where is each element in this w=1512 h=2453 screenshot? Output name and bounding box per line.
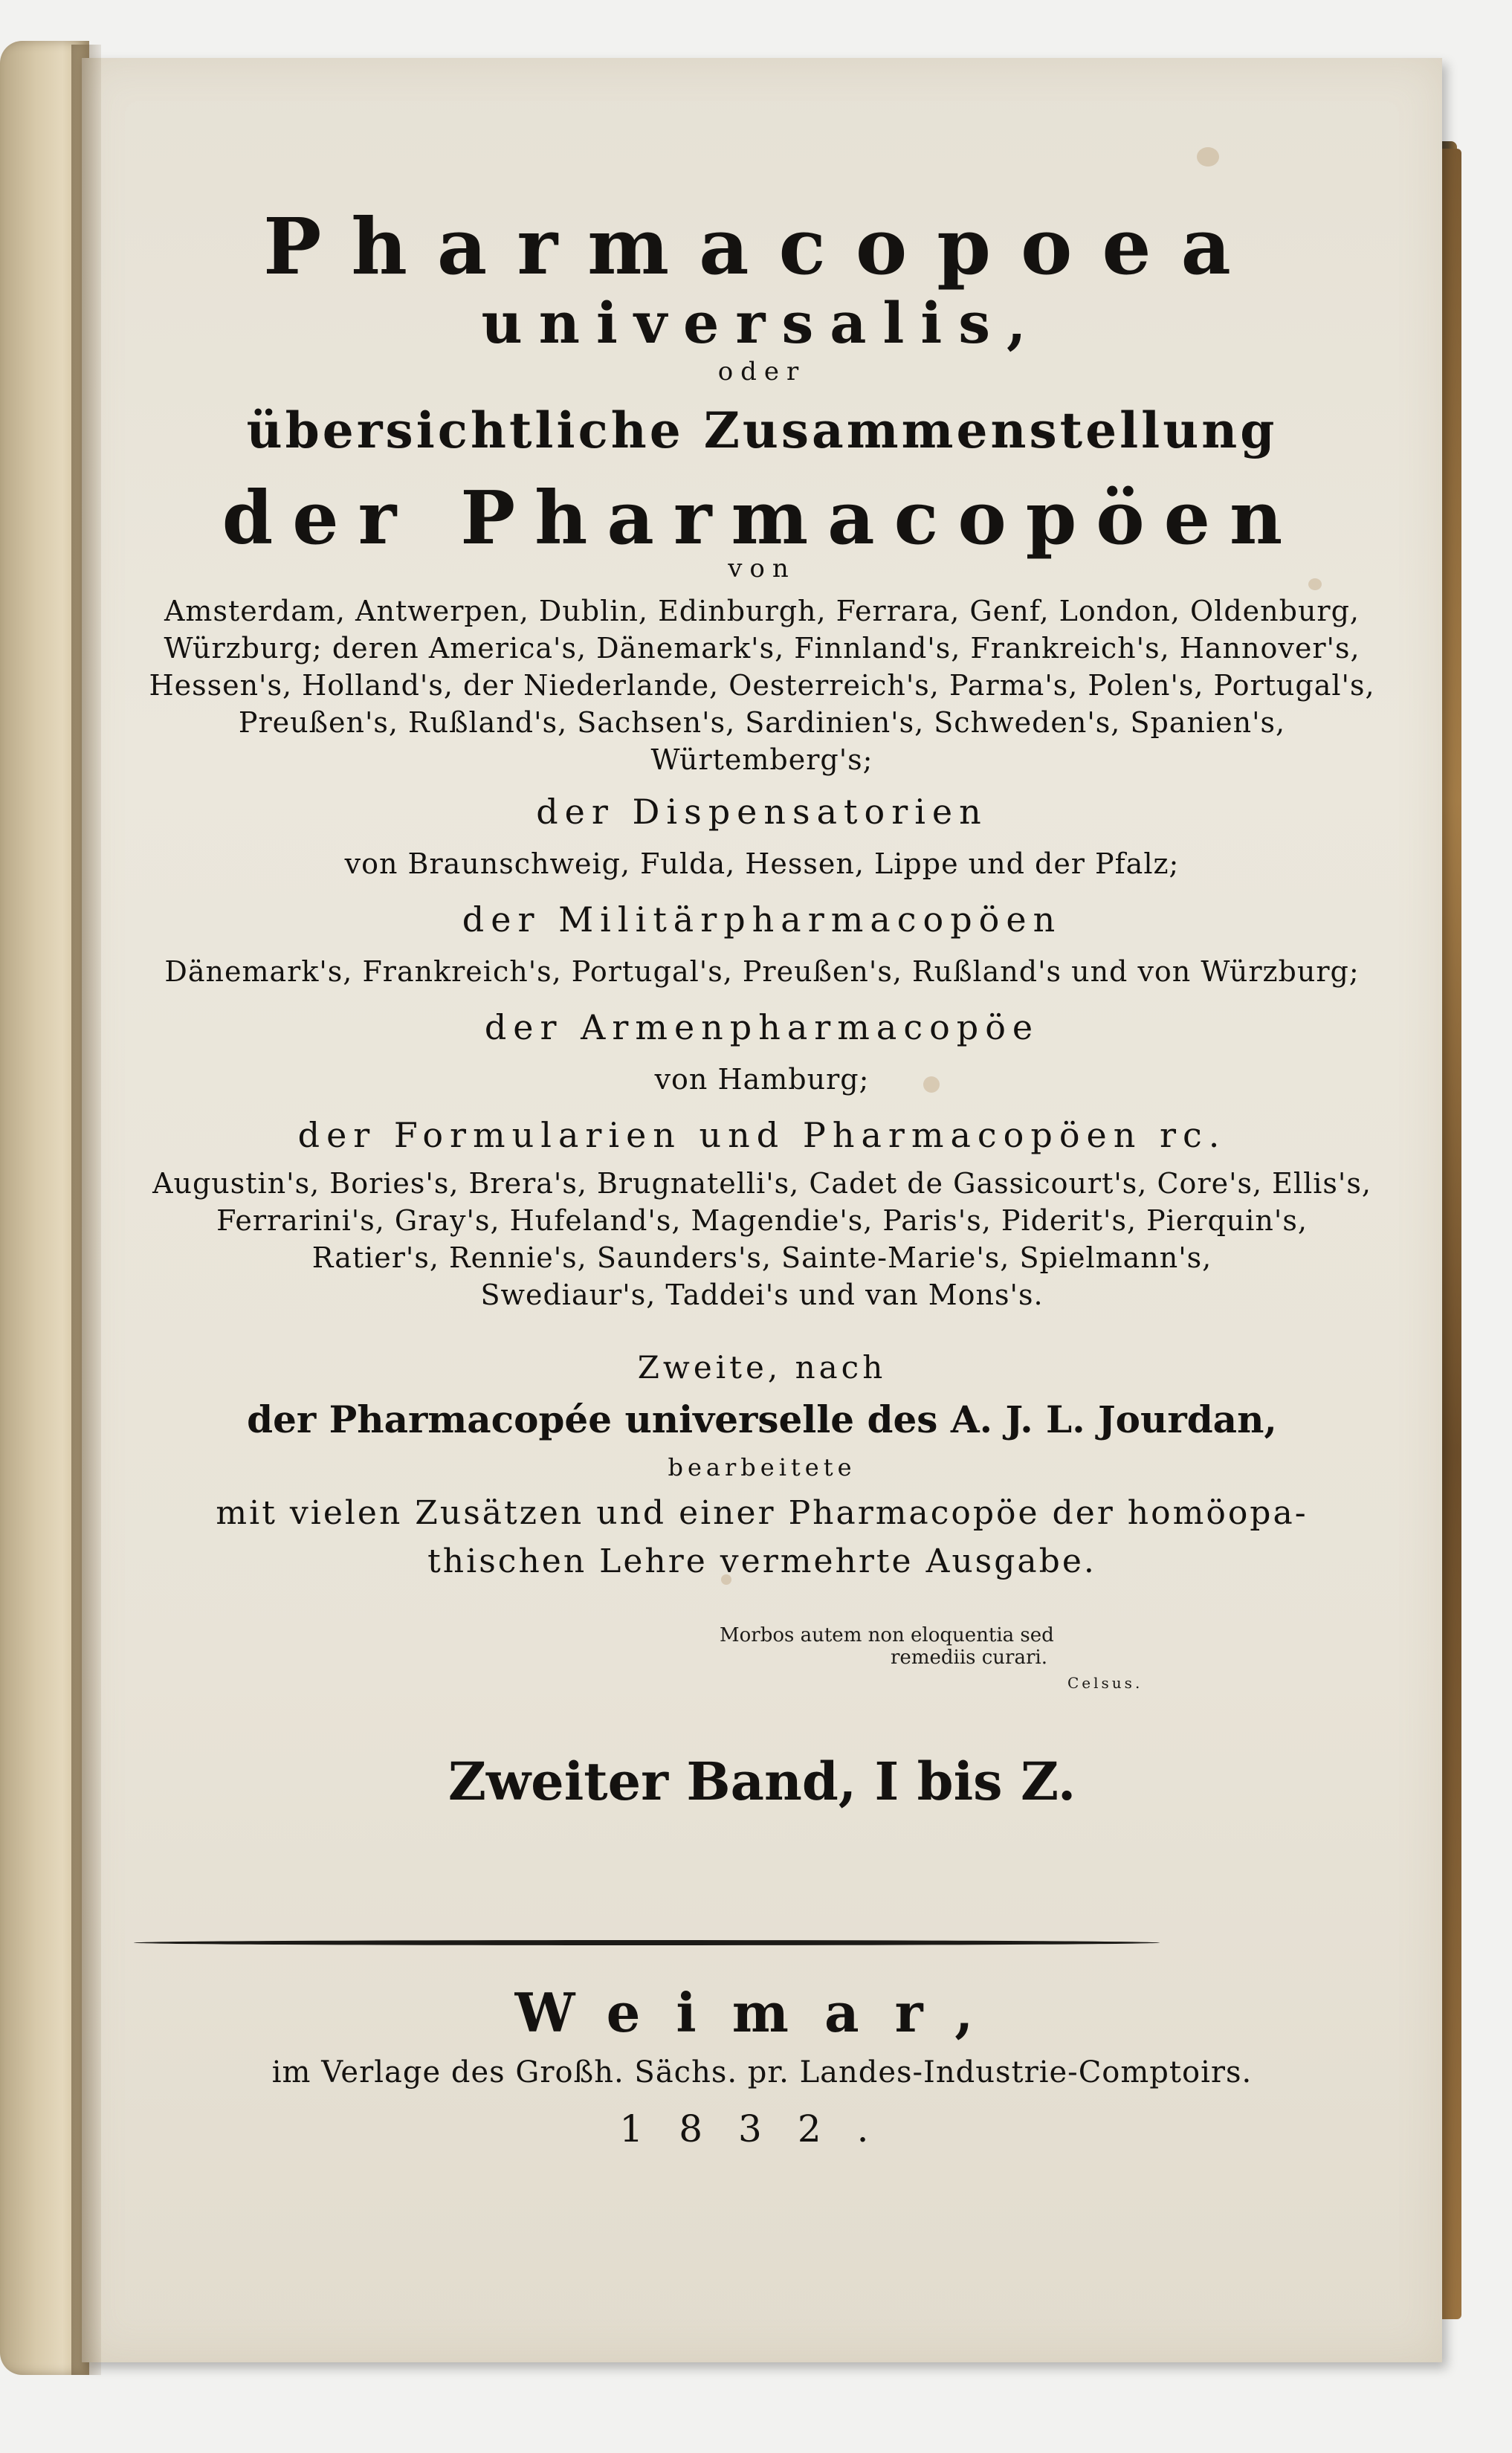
pharmacopoeen-heading: der Pharmacopöen [222,476,1302,561]
cities-line: Hessen's, Holland's, der Niederlande, Oesterreich's, Parma's, Polen's, Portugal's, [149,669,1375,702]
oder-connector: oder [717,357,807,387]
book-title: Pharmacopoea [263,201,1261,292]
foxing-spot [1197,147,1219,167]
cities-line: Würtemberg's; [650,743,873,776]
von-connector: von [728,554,796,584]
cities-line: Amsterdam, Antwerpen, Dublin, Edinburgh, Ferrara, Genf, London, Oldenburg, [164,595,1360,627]
armen-heading: der Armenpharmacopöe [484,1007,1040,1047]
cities-line: Preußen's, Rußland's, Sachsen's, Sardinien's, Schweden's, Spanien's, [238,706,1286,739]
publication-year: 1832. [619,2107,905,2150]
additions-line: mit vielen Zusätzen und einer Pharmacopöe der homöopa- [216,1494,1308,1532]
divider-rule [134,1940,1160,1945]
authors-line: Augustin's, Bories's, Brera's, Brugnatelli's, Cadet de Gassicourt's, Core's, Ellis's, [152,1167,1372,1200]
motto-quote [720,1624,1054,1669]
edition-line: Zweite, nach [637,1349,887,1386]
armen-body: von Hamburg; [654,1063,870,1096]
motto-author: Celsus. [1067,1674,1143,1692]
motto-line: remediis curari. [891,1646,1047,1669]
motto-line: Morbos autem non eloquentia sed [720,1624,1054,1646]
dispensatorien-body: von Braunschweig, Fulda, Hessen, Lippe und der Pfalz; [344,847,1180,880]
formularien-heading: der Formularien und Pharmacopöen rc. [297,1115,1227,1155]
authors-line: Ratier's, Rennie's, Saunders's, Sainte-Marie's, Spielmann's, [311,1241,1212,1274]
authors-line: Ferrarini's, Gray's, Hufeland's, Magendie's, Paris's, Piderit's, Pierquin's, [216,1204,1308,1237]
dispensatorien-heading: der Dispensatorien [536,792,988,832]
additions-line: thischen Lehre vermehrte Ausgabe. [427,1542,1096,1580]
bearbeitete-line: bearbeitete [668,1453,856,1481]
authors-line: Swediaur's, Taddei's und van Mons's. [480,1279,1044,1311]
militaer-heading: der Militärpharmacopöen [462,899,1062,940]
book-subtitle: universalis, [481,290,1043,356]
leather-spine-edge [1442,149,1461,2319]
publisher-line: im Verlage des Großh. Sächs. pr. Landes-Industrie-Comptoirs. [271,2055,1253,2090]
place-of-publication: Weimar, [514,1981,1009,2044]
jourdan-line: der Pharmacopée universelle des A. J. L. Jourdan, [247,1397,1277,1441]
militaer-body: Dänemark's, Frankreich's, Portugal's, Preußen's, Rußland's und von Würzburg; [164,955,1360,988]
volume-label: Zweiter Band, I bis Z. [448,1751,1076,1812]
cities-line: Würzburg; deren America's, Dänemark's, Finnland's, Frankreich's, Hannover's, [164,632,1360,665]
uebersicht-line: übersichtliche Zusammenstellung [246,401,1278,459]
